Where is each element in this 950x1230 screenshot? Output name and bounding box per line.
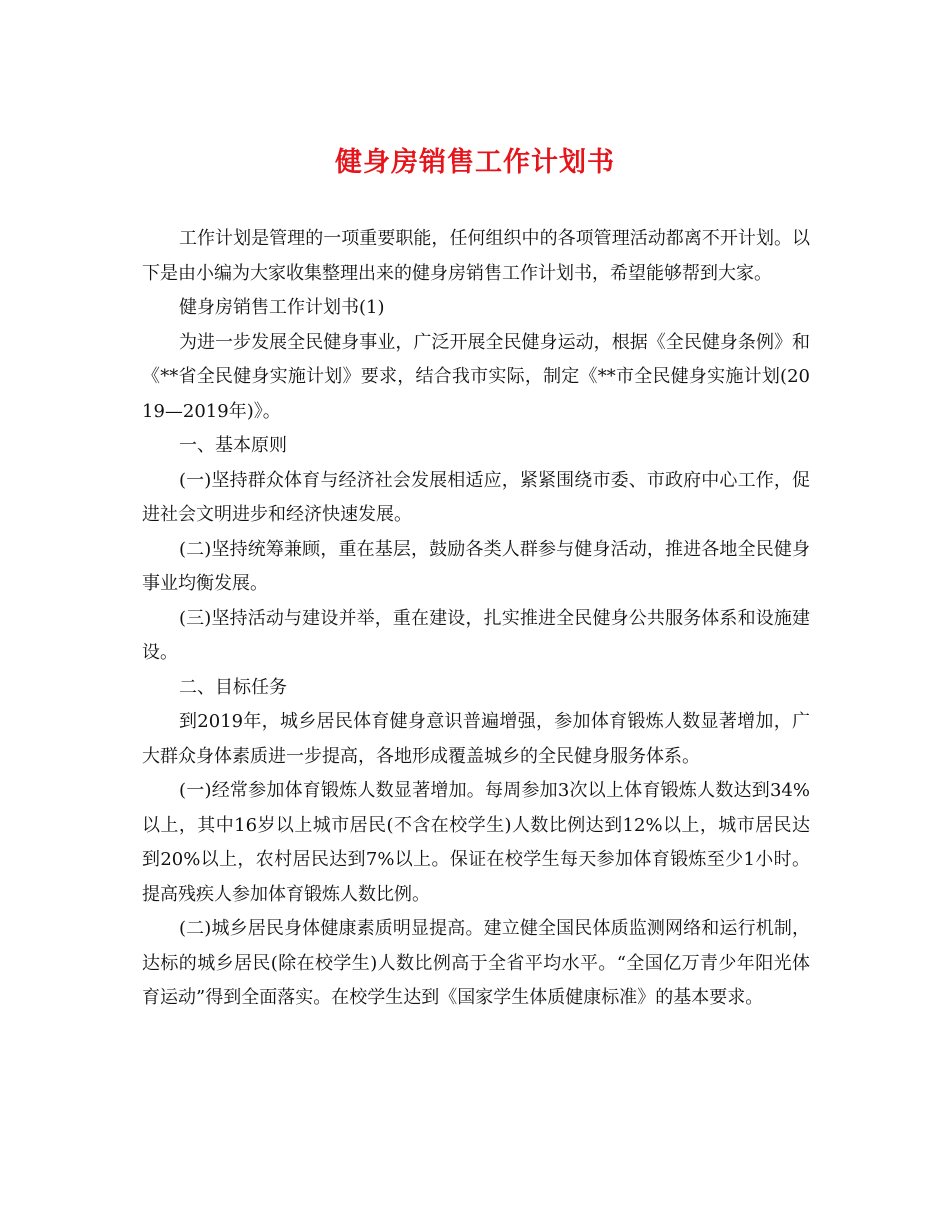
paragraph-intro: 工作计划是管理的一项重要职能，任何组织中的各项管理活动都离不开计划。以下是由小编为大家收集整理出来的健身房销售工作计划书，希望能够帮到大家。 xyxy=(142,228,810,284)
paragraph-target-1: (一)经常参加体育锻炼人数显著增加。每周参加3次以上体育锻炼人数达到34%以上，其中16岁以上城市居民(不含在校学生)人数比例达到12%以上，城市居民达到20%以上，农村居民达到7%以上。保证在校学生每天参加体育锻炼至少1小时。提高残疾人参加体育锻炼人数比例。 xyxy=(142,780,810,905)
heading-basic-principles: 一、基本原则 xyxy=(179,435,287,456)
document-body xyxy=(142,222,810,1016)
document-title: 健身房销售工作计划书 xyxy=(335,147,615,178)
paragraph-targets-overview: 到2019年，城乡居民体育健身意识普遍增强，参加体育锻炼人数显著增加，广大群众身体素质进一步提高，各地形成覆盖城乡的全民健身服务体系。 xyxy=(142,711,810,767)
paragraph-principle-2: (二)坚持统筹兼顾，重在基层，鼓励各类人群参与健身活动，推进各地全民健身事业均衡发展。 xyxy=(142,538,810,594)
paragraph-target-2: (二)城乡居民身体健康素质明显提高。建立健全国民体质监测网络和运行机制，达标的城乡居民(除在校学生)人数比例高于全省平均水平。“全国亿万青少年阳光体育运动”得到全面落实。在校学生达到《国家学生体质健康标准》的基本要求。 xyxy=(142,918,810,1008)
heading-targets: 二、目标任务 xyxy=(179,676,287,698)
paragraph-principle-3: (三)坚持活动与建设并举，重在建设，扎实推进全民健身公共服务体系和设施建设。 xyxy=(142,607,810,663)
paragraph-principle-1: (一)坚持群众体育与经济社会发展相适应，紧紧围绕市委、市政府中心工作，促进社会文明进步和经济快速发展。 xyxy=(142,469,810,525)
paragraph-section-heading: 健身房销售工作计划书(1) xyxy=(179,297,385,318)
paragraph-purpose: 为进一步发展全民健身事业，广泛开展全民健身运动，根据《全民健身条例》和《**省全民健身实施计划》要求，结合我市实际，制定《**市全民健身实施计划(2019—2019年)》。 xyxy=(142,331,810,422)
